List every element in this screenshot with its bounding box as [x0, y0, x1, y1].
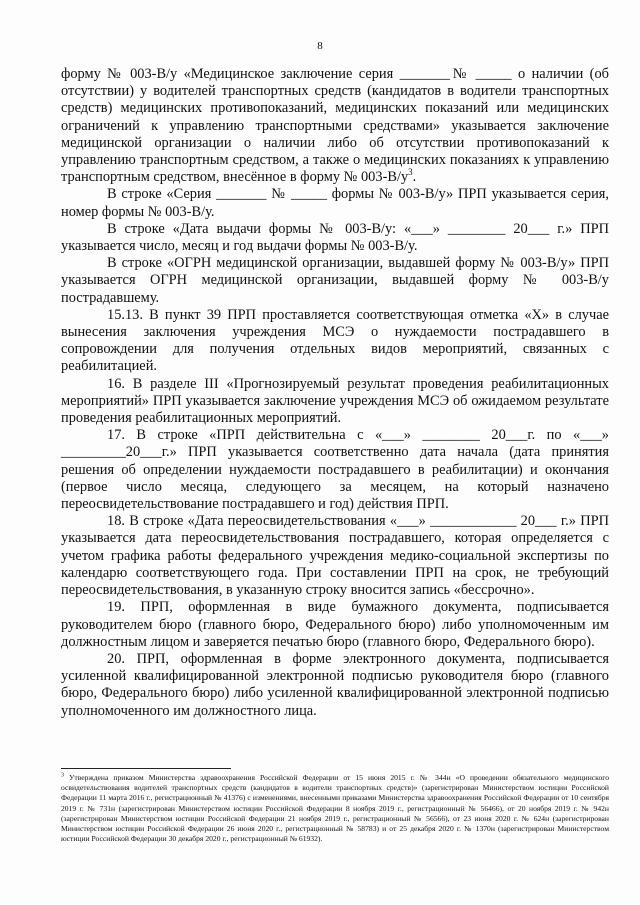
footnote-marker: 3	[61, 772, 64, 779]
paragraph-ogrn: В строке «ОГРН медицинской организации, выдавшей форму № 003-В/у» ПРП указывается ОГРН медицинской организации, выдавшей форму № 003-В/у пострадавшему.	[61, 255, 609, 306]
paragraph-form-003	[61, 66, 609, 186]
document-body	[61, 66, 609, 720]
paragraph-15-13: 15.13. В пункт 39 ПРП проставляется соответствующая отметка «Х» в случае вынесения заключения учреждения МСЭ о нуждаемости пострадавшего в сопровождении для получения отдельных видов мероприятий, связанных с реабилитацией.	[61, 306, 609, 375]
footnote-divider	[61, 768, 231, 769]
paragraph-20: 20. ПРП, оформленная в форме электронного документа, подписывается усиленной квалифицированной электронной подписью руководителя бюро (главного бюро, Федерального бюро) либо усиленной квалифицированной электронной подписью уполномоченного им должностного лица.	[61, 650, 609, 719]
paragraph-16: 16. В разделе III «Прогнозируемый результат проведения реабилитационных мероприятий» ПРП указывается заключение учреждения МСЭ об ожидаемом результате проведения реабилитационных мероприятий.	[61, 375, 609, 427]
footnote	[61, 773, 609, 844]
footnote-text: Утверждена приказом Министерства здравоохранения Российской Федерации от 15 июня 2015 г. № 344н «О проведении обязательного медицинского освидетельствования водителей транспортных средств (кандидатов в водители транспортных средств)» (зарегистрирован Министерством юстиции Российской Федерации 11 марта 2016 г., регистрационный № 41376) с изменениями, внесенными приказами Министерства здравоохранения Российской Федерации от 10 сентября 2019 г. № 731н (зарегистрирован Министерством юстиции Российской Федерации 8 ноября 2019 г., регистрационный № 56466), от 20 ноября 2019 г. № 942н (зарегистрирован Министерством юстиции Российской Федерации 21 ноября 2019 г., регистрационный № 56566), от 23 июня 2020 г. № 624н (зарегистрирован Министерством юстиции Российской Федерации 26 июня 2020 г., регистрационный № 58783) и от 25 декабря 2020 г. № 1370н (зарегистрирован Министерством юстиции Российской Федерации 30 декабря 2020 г., регистрационный № 61932).	[61, 773, 609, 844]
page-number: 8	[317, 40, 323, 52]
paragraph-series: В строке «Серия _______ № _____ формы № 003-В/у» ПРП указывается серия, номер формы № 003-В/у.	[61, 186, 609, 220]
footnote-reference: 3	[408, 167, 413, 178]
paragraph-text: форму № 003-В/у «Медицинское заключение серия _______№ _____ о наличии (об отсутствии) у водителей транспортных средств (кандидатов в водители транспортных средств) медицинских противопоказаний, медицинских показаний или медицинских ограничений к управлению транспортными средствами» указывается заключение медицинской организации о наличии либо об отсутствии противопоказаний к управлению транспортным средством, а также о медицинских показаниях к управлению транспортным средством, внесённое в форму № 003-В/у	[61, 66, 609, 186]
sentence-end: .	[412, 169, 417, 186]
paragraph-17: 17. В строке «ПРП действительна с «___» ________ 20___г. по «___» _________20___г.» ПРП указывается соответственно дата начала (дата принятия решения об определении нуждаемости пострадавшего в реабилитации) и окончания (первое число месяца, следующего за месяцем, на который назначено переосвидетельствование пострадавшего и год) действия ПРП.	[61, 427, 609, 513]
paragraph-19: 19. ПРП, оформленная в виде бумажного документа, подписывается руководителем бюро (главного бюро, Федерального бюро) либо уполномоченным им должностным лицом и заверяется печатью бюро (главного бюро, Федерального бюро).	[61, 599, 609, 650]
paragraph-18: 18. В строке «Дата переосвидетельствования «___» ____________ 20___ г.» ПРП указывается дата переосвидетельствования пострадавшего, которая определяется с учетом графика работы федерального учреждения медико-социальной экспертизы по календарю соответствующего года. При составлении ПРП на срок, не требующий переосвидетельствования, в указанную строку вносится запись «бессрочно».	[61, 513, 609, 599]
paragraph-issue-date: В строке «Дата выдачи формы № 003-В/у: «___» ________ 20___ г.» ПРП указывается число, месяц и год выдачи формы № 003-В/у.	[61, 220, 609, 255]
